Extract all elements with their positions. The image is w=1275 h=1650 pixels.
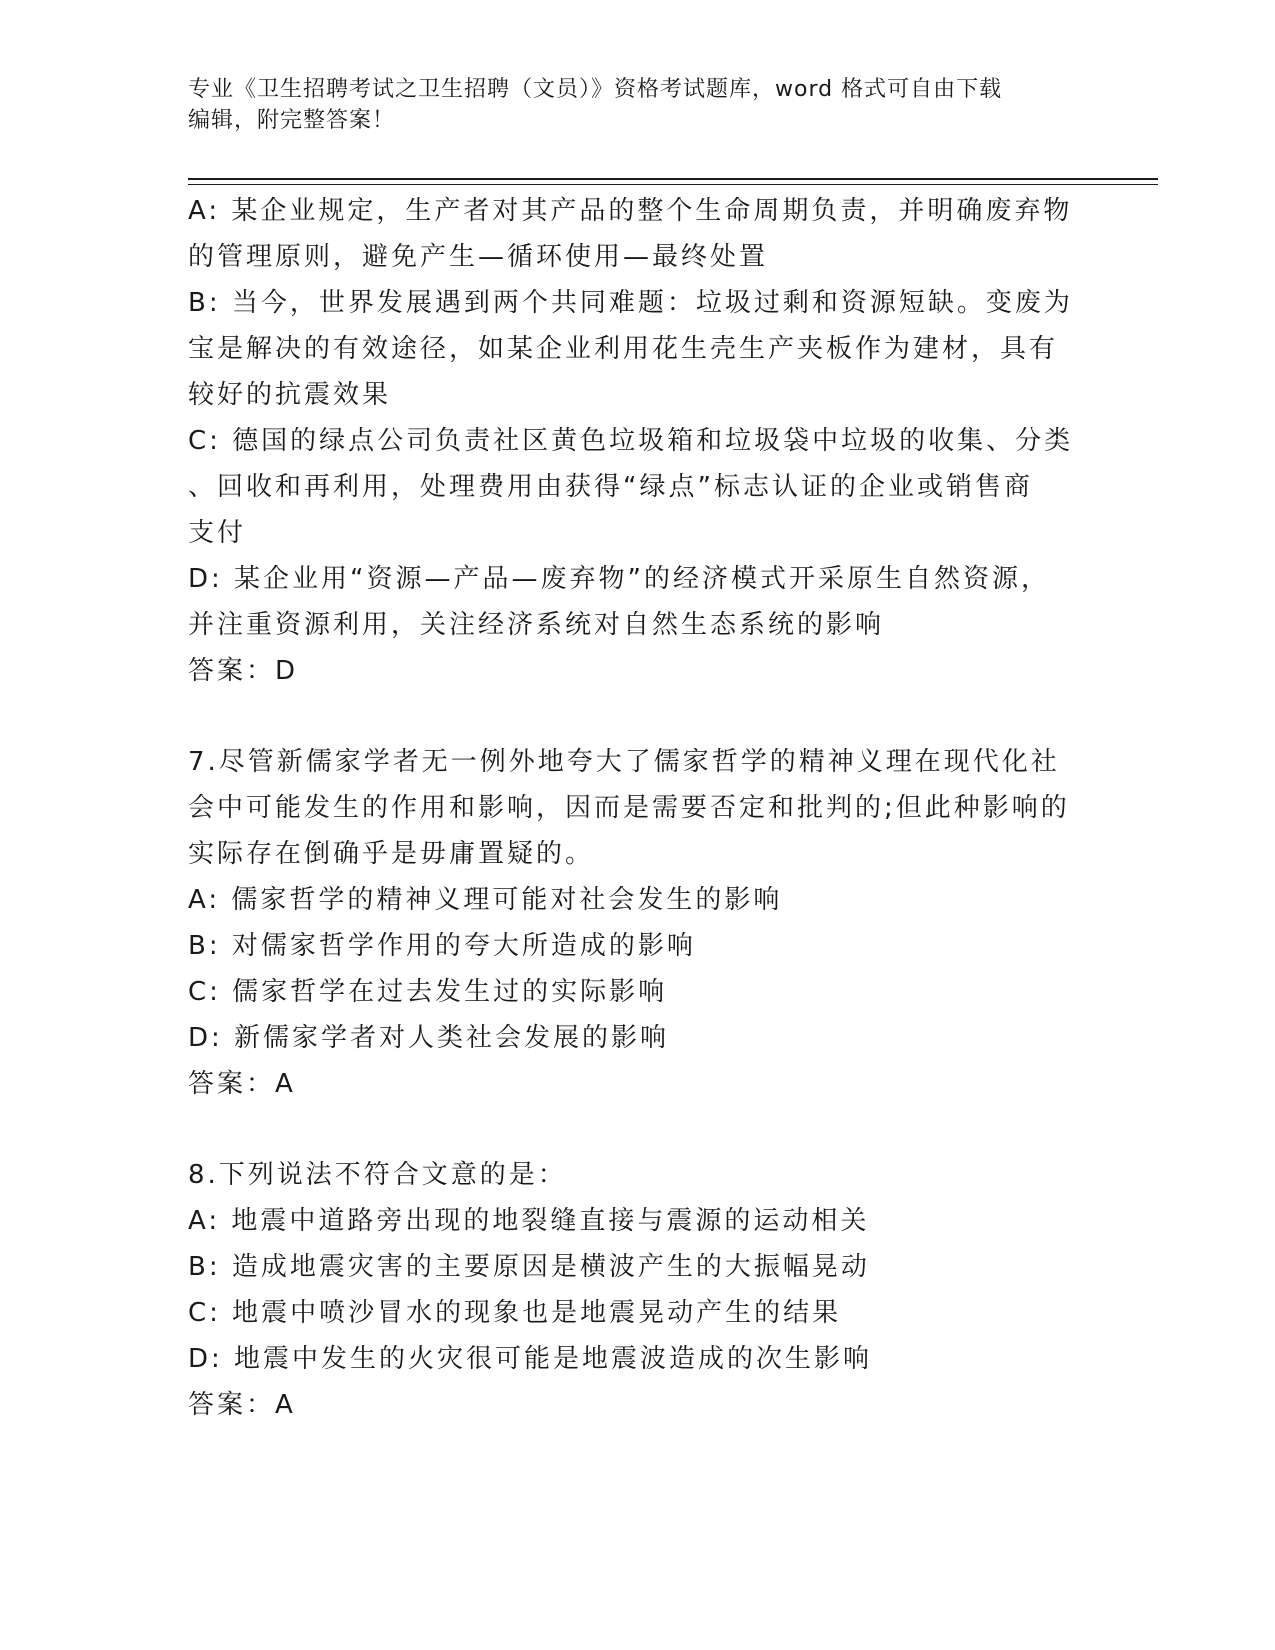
header-line-1: 专业《卫生招聘考试之卫生招聘（文员）》资格考试题库，word 格式可自由下载 [188, 77, 1003, 102]
option-a: A: 儒家哲学的精神义理可能对社会发生的影响 [188, 885, 783, 915]
header-line-2: 编辑，附完整答案！ [188, 108, 396, 133]
option-b: B: 对儒家哲学作用的夸大所造成的影响 [188, 931, 696, 961]
option-d: D: 地震中发生的火灾很可能是地震波造成的次生影响 [188, 1344, 873, 1374]
question-6 [188, 188, 1078, 694]
document-body [188, 188, 1078, 1428]
answer-label: 答案：A [188, 1069, 296, 1099]
option-c-line-3: 支付 [188, 518, 247, 548]
option-a: A: 地震中道路旁出现的地裂缝直接与震源的运动相关 [188, 1206, 870, 1236]
header-divider-thin [188, 184, 1158, 185]
option-c-line-1: C: 德国的绿点公司负责社区黄色垃圾箱和垃圾袋中垃圾的收集、分类 [188, 426, 1074, 456]
option-c: C: 儒家哲学在过去发生过的实际影响 [188, 977, 668, 1007]
question-8 [188, 1152, 1078, 1428]
document-header [188, 74, 1068, 136]
question-spacer [188, 1107, 1078, 1152]
option-d: D: 新儒家学者对人类社会发展的影响 [188, 1023, 670, 1053]
question-stem-line-3: 实际存在倒确乎是毋庸置疑的。 [188, 839, 595, 869]
question-7 [188, 739, 1078, 1107]
option-c: C: 地震中喷沙冒水的现象也是地震晃动产生的结果 [188, 1298, 842, 1328]
option-b-line-1: B: 当今，世界发展遇到两个共同难题：垃圾过剩和资源短缺。变废为 [188, 288, 1073, 318]
option-b: B: 造成地震灾害的主要原因是横波产生的大振幅晃动 [188, 1252, 870, 1282]
option-b-line-2: 宝是解决的有效途径，如某企业利用花生壳生产夹板作为建材，具有 [188, 334, 1059, 364]
question-stem-line-2: 会中可能发生的作用和影响，因而是需要否定和批判的;但此种影响的 [188, 793, 1070, 823]
option-d-line-2: 并注重资源利用，关注经济系统对自然生态系统的影响 [188, 610, 885, 640]
option-c-line-2: 、回收和再利用，处理费用由获得“绿点”标志认证的企业或销售商 [188, 472, 1033, 502]
answer-label: 答案：D [188, 656, 299, 686]
header-divider-thick [188, 178, 1158, 180]
option-b-line-3: 较好的抗震效果 [188, 380, 392, 410]
option-d-line-1: D: 某企业用“资源—产品—废弃物”的经济模式开采原生自然资源， [188, 564, 1050, 594]
question-stem: 8.下列说法不符合文意的是： [188, 1160, 567, 1190]
option-a-line-1: A: 某企业规定，生产者对其产品的整个生命周期负责，并明确废弃物 [188, 196, 1073, 226]
option-a-line-2: 的管理原则，避免产生—循环使用—最终处置 [188, 242, 769, 272]
answer-label: 答案：A [188, 1390, 296, 1420]
question-spacer [188, 694, 1078, 739]
question-stem-line-1: 7.尽管新儒家学者无一例外地夸大了儒家哲学的精神义理在现代化社 [188, 747, 1060, 777]
